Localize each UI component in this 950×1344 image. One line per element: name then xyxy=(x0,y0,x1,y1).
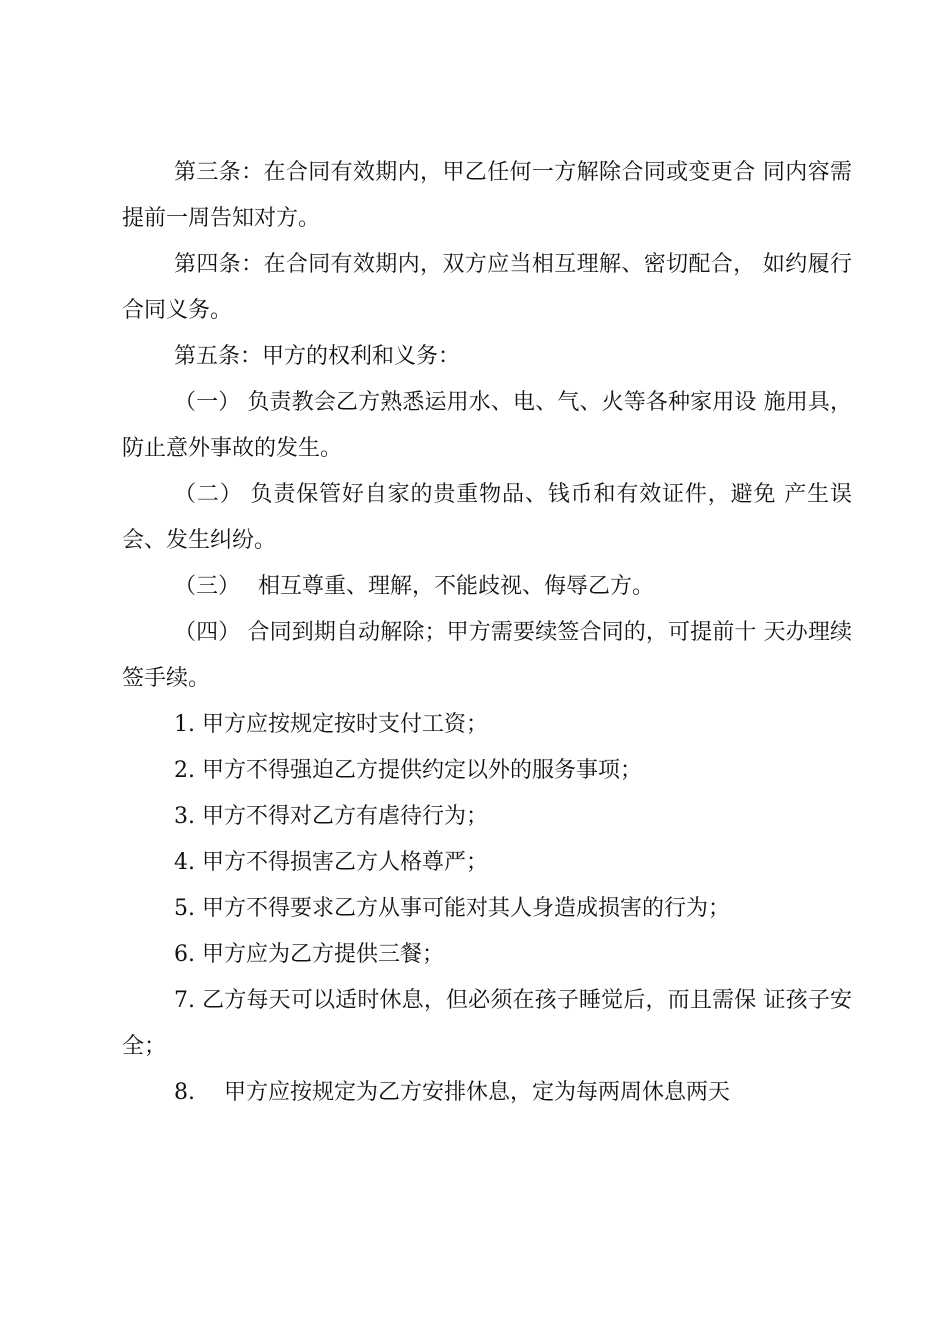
list-item-6: 6. 甲方应为乙方提供三餐； xyxy=(174,942,444,967)
clause-5-item-4: （四） 合同到期自动解除；甲方需要续签合同的，可提前十 天办理续签手续。 xyxy=(122,620,852,691)
document-body xyxy=(122,150,852,1116)
list-item-4: 4. 甲方不得损害乙方人格尊严； xyxy=(174,850,488,875)
clause-4: 第四条：在合同有效期内，双方应当相互理解、密切配合， 如约履行合同义务。 xyxy=(122,252,852,323)
clause-5-item-1: （一） 负责教会乙方熟悉运用水、电、气、火等各种家用设 施用具，防止意外事故的发生。 xyxy=(122,390,852,461)
clause-5-heading: 第五条：甲方的权利和义务： xyxy=(174,344,461,369)
clause-5-item-2: （二） 负责保管好自家的贵重物品、钱币和有效证件，避免 产生误会、发生纠纷。 xyxy=(122,482,852,553)
list-item-3: 3. 甲方不得对乙方有虐待行为； xyxy=(174,804,488,829)
list-item-1: 1. 甲方应按规定按时支付工资； xyxy=(174,712,488,737)
clause-5-item-3: （三） 相互尊重、理解，不能歧视、侮辱乙方。 xyxy=(174,574,654,599)
list-item-7: 7. 乙方每天可以适时休息，但必须在孩子睡觉后，而且需保 证孩子安全； xyxy=(122,988,852,1059)
list-item-5: 5. 甲方不得要求乙方从事可能对其人身造成损害的行为； xyxy=(174,896,730,921)
list-item-2: 2. 甲方不得强迫乙方提供约定以外的服务事项； xyxy=(174,758,642,783)
clause-3: 第三条：在合同有效期内，甲乙任何一方解除合同或变更合 同内容需提前一周告知对方。 xyxy=(122,160,852,231)
list-item-8: 8. 甲方应按规定为乙方安排休息，定为每两周休息两天 xyxy=(174,1080,730,1105)
